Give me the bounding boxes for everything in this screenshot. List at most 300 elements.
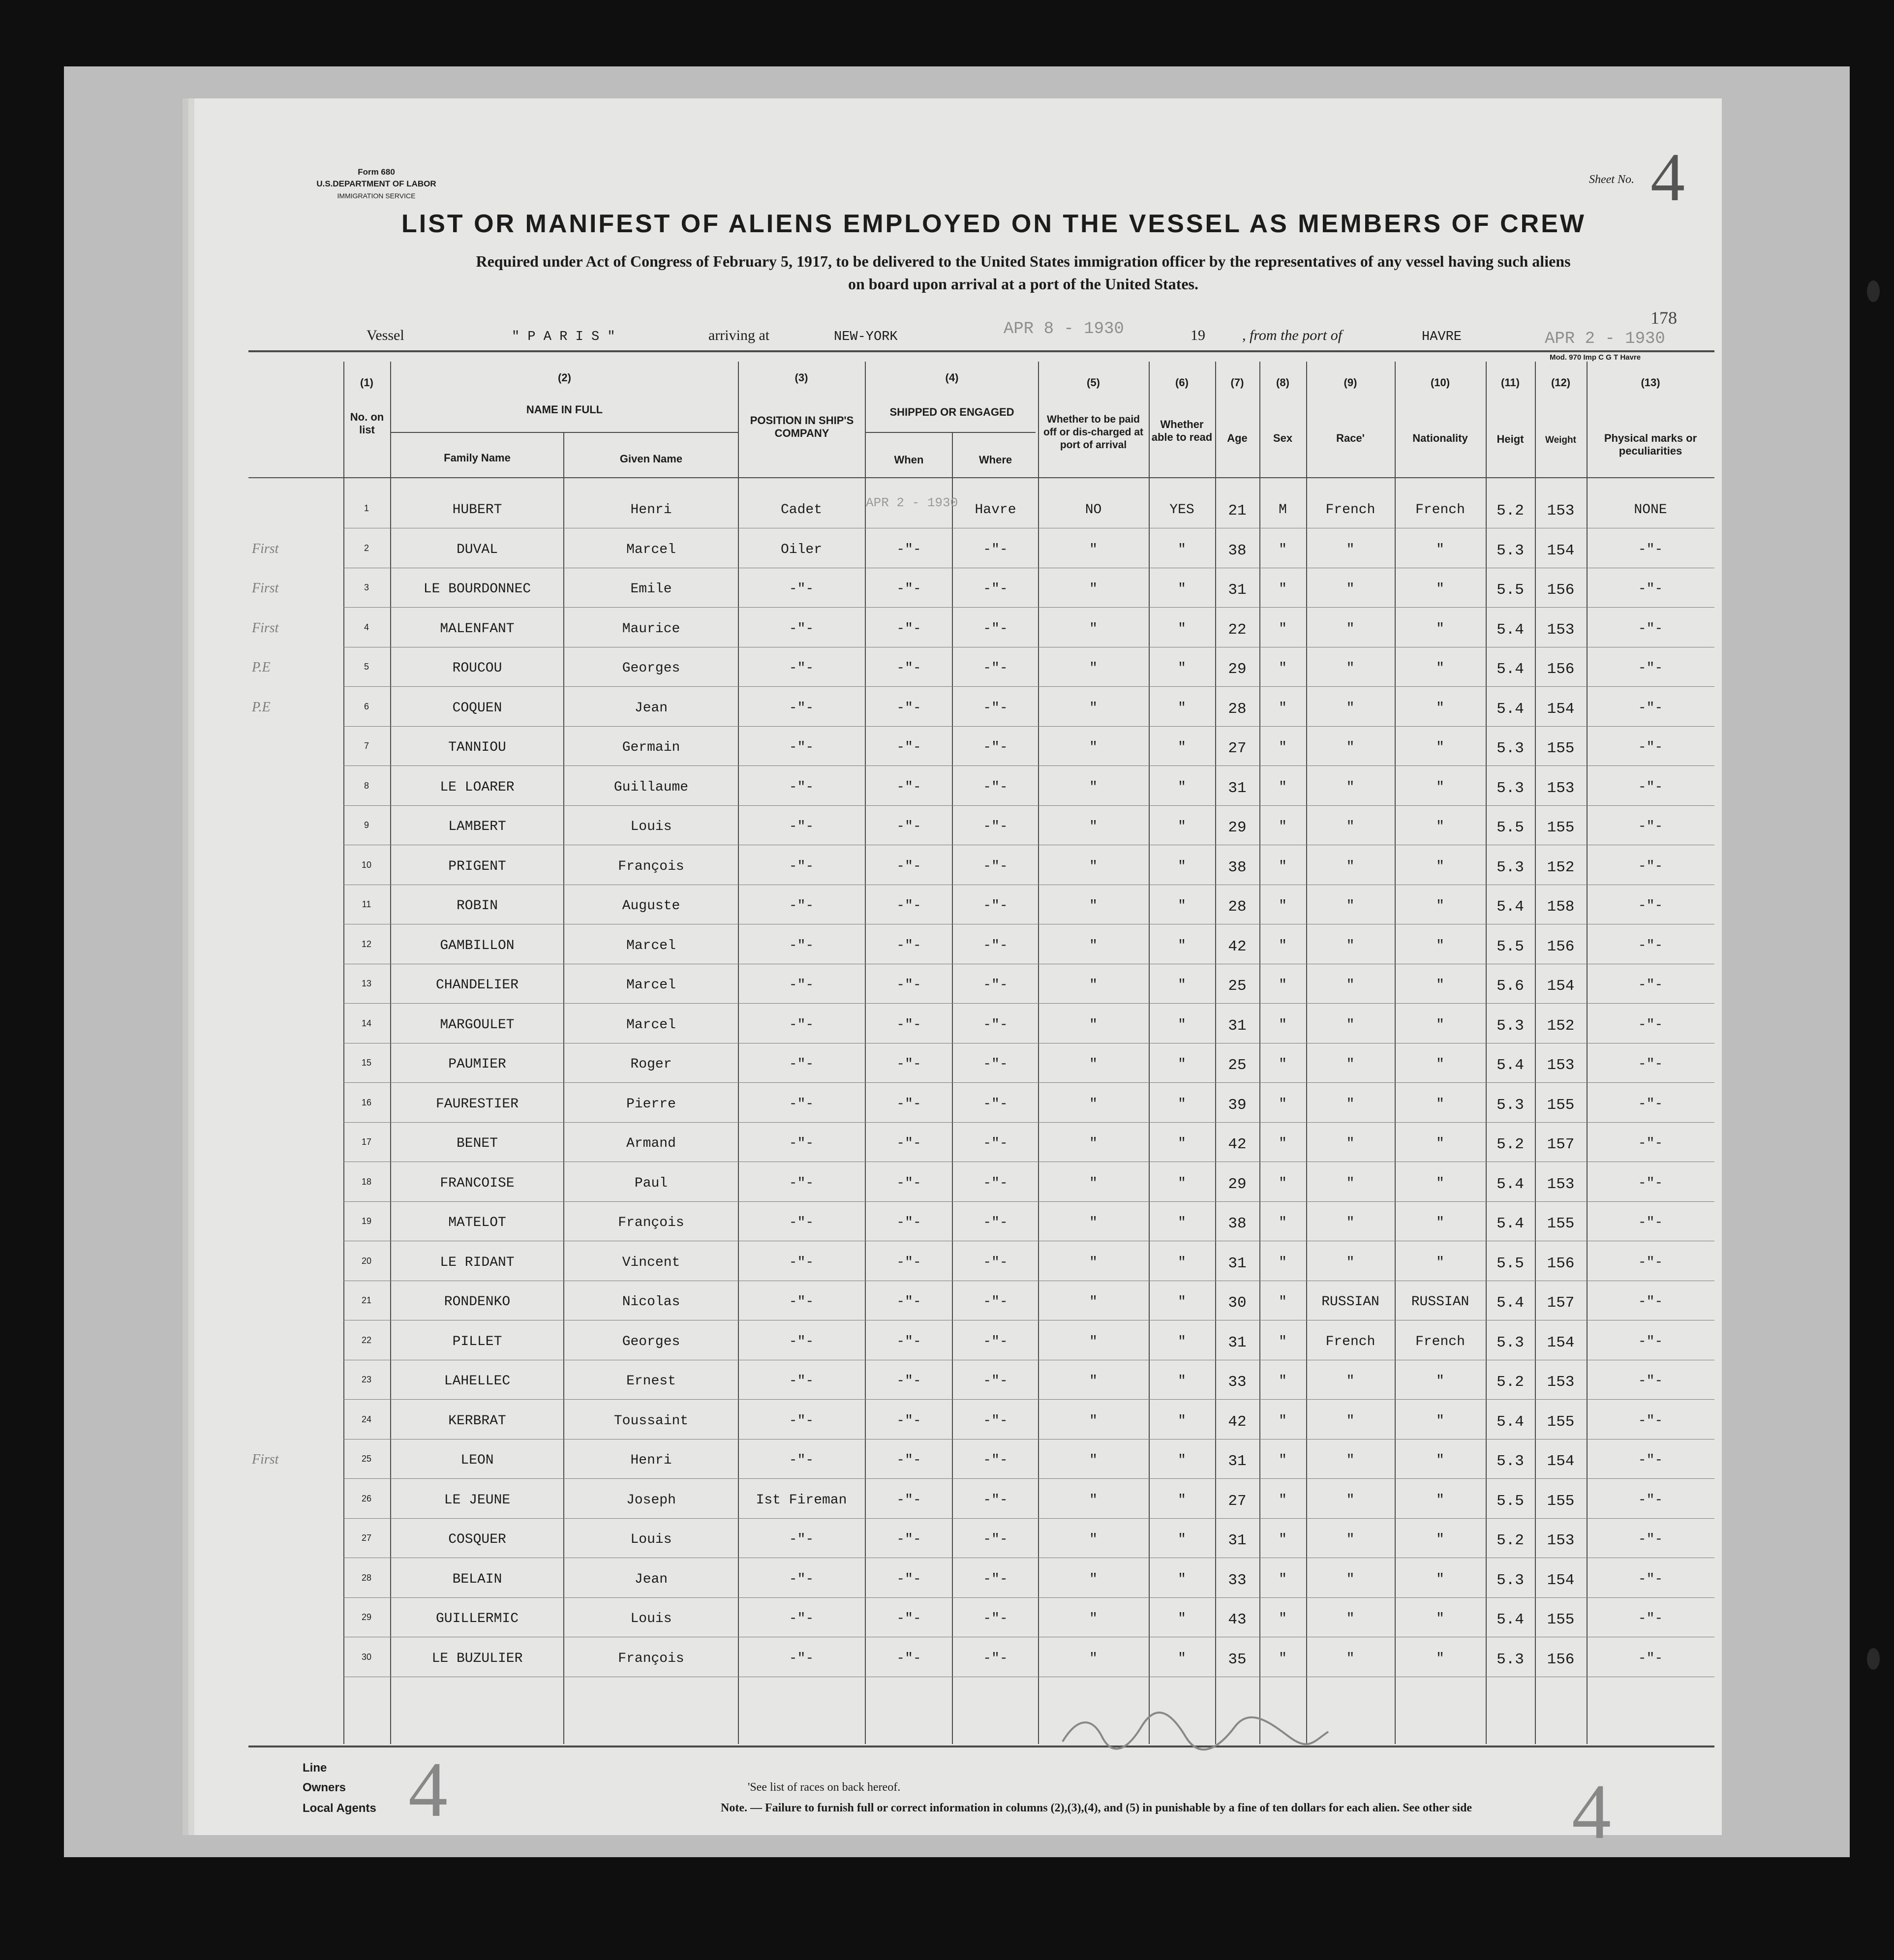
shipped-where-cell: -"- [983,1492,1008,1508]
able-to-read-cell: " [1178,819,1186,834]
position-cell: -"- [789,1017,814,1033]
nationality-cell: " [1436,542,1444,557]
shipped-when-cell: -"- [896,582,921,597]
weight-cell: 155 [1547,1492,1575,1510]
weight-cell: 153 [1547,1532,1575,1549]
height-cell: 5.3 [1497,1651,1524,1668]
sex-cell: " [1279,1175,1287,1191]
shipped-where-cell: -"- [983,1057,1008,1072]
height-cell: 5.3 [1497,1096,1524,1114]
subtitle-line-2: on board upon arrival at a port of the United States. [848,275,1198,293]
race-cell: " [1346,1532,1355,1547]
position-cell: Oiler [780,542,822,557]
table-row [0,1005,1894,1044]
col-family-name-header: Family Name [444,452,511,464]
given-name-cell: Georges [622,661,680,676]
paid-off-cell: " [1089,621,1098,637]
age-cell: 31 [1228,1334,1247,1351]
weight-cell: 155 [1547,1215,1575,1232]
race-cell: " [1346,621,1355,637]
position-cell: -"- [789,1175,814,1191]
able-to-read-cell: " [1178,1294,1186,1310]
physical-marks-cell: -"- [1638,740,1663,755]
col-where-header: Where [978,454,1012,466]
paid-off-cell: " [1089,1175,1098,1191]
table-row [0,609,1894,648]
table-row [0,1123,1894,1163]
weight-cell: 154 [1547,542,1575,559]
table-row [0,529,1894,569]
height-cell: 5.2 [1497,1136,1524,1153]
shipped-when-cell: -"- [896,1334,921,1349]
age-cell: 31 [1228,1453,1247,1470]
row-number: 5 [364,662,369,672]
height-cell: 5.3 [1497,1017,1524,1035]
shipped-when-cell: -"- [896,661,921,676]
nationality-cell: " [1436,1374,1444,1389]
given-name-cell: François [618,1215,684,1230]
race-cell: " [1346,779,1355,795]
nationality-cell: " [1436,1532,1444,1547]
row-number: 24 [361,1414,372,1424]
row-rule [343,686,1714,687]
family-name-cell: FRANCOISE [440,1175,515,1191]
age-cell: 42 [1228,938,1247,955]
age-cell: 30 [1228,1294,1247,1312]
shipped-where-cell: -"- [983,898,1008,914]
position-cell: -"- [789,740,814,755]
paid-off-cell: " [1089,1374,1098,1389]
shipped-where-cell: -"- [983,1413,1008,1429]
weight-cell: 152 [1547,858,1575,876]
family-name-cell: COQUEN [452,700,502,716]
weight-cell: 156 [1547,938,1575,955]
paid-off-cell: " [1089,1096,1098,1112]
age-cell: 31 [1228,1532,1247,1549]
weight-cell: 153 [1547,502,1575,520]
height-cell: 5.5 [1497,938,1524,955]
sex-cell: " [1279,1017,1287,1033]
age-cell: 21 [1228,502,1247,520]
able-to-read-cell: " [1178,700,1186,716]
row-number: 18 [361,1176,372,1187]
row-number: 12 [361,939,372,949]
sex-cell: " [1279,1294,1287,1310]
able-to-read-cell: " [1178,938,1186,953]
weight-cell: 156 [1547,661,1575,678]
able-to-read-cell: " [1178,1532,1186,1547]
shipped-when-cell: -"- [896,1096,921,1112]
col-1-number: (1) [360,376,373,389]
line-label: Line [303,1761,327,1775]
shipped-where-cell: -"- [983,858,1008,874]
family-name-cell: LE BUZULIER [431,1651,523,1666]
position-cell: -"- [789,1374,814,1389]
family-name-cell: DUVAL [456,542,498,557]
able-to-read-cell: " [1178,1255,1186,1270]
race-cell: " [1346,1255,1355,1270]
age-cell: 35 [1228,1651,1247,1668]
age-cell: 31 [1228,582,1247,599]
shipped-where-cell: -"- [983,1215,1008,1230]
able-to-read-cell: " [1178,1175,1186,1191]
paid-off-cell: " [1089,1057,1098,1072]
row-rule [343,726,1714,727]
row-rule [343,607,1714,608]
sex-cell: " [1279,582,1287,597]
given-name-cell: Vincent [622,1255,680,1270]
height-cell: 5.3 [1497,858,1524,876]
row-number: 2 [364,543,369,553]
position-cell: -"- [789,858,814,874]
table-row [0,1519,1894,1559]
paid-off-cell: " [1089,1453,1098,1468]
table-row [0,1440,1894,1479]
paid-off-cell: " [1089,1532,1098,1547]
age-cell: 42 [1228,1136,1247,1153]
given-name-cell: Henri [630,1453,672,1468]
given-name-cell: Guillaume [613,779,689,795]
nationality-cell: " [1436,1611,1444,1626]
nationality-cell: " [1436,1215,1444,1230]
sex-cell: " [1279,1492,1287,1508]
given-name-cell: Joseph [626,1492,676,1508]
given-name-cell: Germain [622,740,680,755]
shipped-where-cell: Havre [975,502,1016,518]
weight-cell: 156 [1547,582,1575,599]
sex-cell: " [1279,1413,1287,1429]
physical-marks-cell: -"- [1638,1571,1663,1587]
table-row [0,1598,1894,1638]
nationality-cell: " [1436,582,1444,597]
sex-cell: " [1279,938,1287,953]
sex-cell: " [1279,1651,1287,1666]
age-cell: 43 [1228,1611,1247,1628]
paid-off-cell: " [1089,542,1098,557]
position-cell: Ist Fireman [756,1492,847,1508]
age-cell: 42 [1228,1413,1247,1431]
shipped-when-cell: -"- [896,898,921,914]
physical-marks-cell: -"- [1638,621,1663,637]
height-cell: 5.4 [1497,1294,1524,1312]
shipped-where-cell: -"- [983,1255,1008,1270]
given-name-cell: Jean [634,700,668,716]
shipped-when-cell: -"- [896,1057,921,1072]
sex-cell: " [1279,1532,1287,1547]
race-cell: " [1346,1136,1355,1151]
department-name: U.S.DEPARTMENT OF LABOR [316,179,436,188]
shipped-when-cell: -"- [896,542,921,557]
able-to-read-cell: " [1178,621,1186,637]
sex-cell: " [1279,1255,1287,1270]
height-cell: 5.5 [1497,819,1524,836]
col-name-header: NAME IN FULL [526,403,603,416]
physical-marks-cell: -"- [1638,582,1663,597]
sheet-number: 4 [1650,139,1685,215]
weight-cell: 153 [1547,1175,1575,1193]
service-name: IMMIGRATION SERVICE [337,192,416,200]
paid-off-cell: " [1089,1255,1098,1270]
race-cell: " [1346,1571,1355,1587]
position-cell: -"- [789,1532,814,1547]
col-sex-header: Sex [1273,432,1293,444]
age-cell: 31 [1228,1017,1247,1035]
row-number: 25 [361,1454,372,1464]
age-cell: 38 [1228,1215,1247,1232]
nationality-cell: " [1436,661,1444,676]
col-10-number: (10) [1430,376,1450,389]
table-row [0,806,1894,846]
race-cell: " [1346,1096,1355,1112]
sex-cell: " [1279,1611,1287,1626]
age-cell: 25 [1228,978,1247,995]
row-number: 29 [361,1612,372,1622]
family-name-cell: LEON [460,1453,494,1468]
family-name-cell: LAHELLEC [444,1374,511,1389]
family-name-cell: CHANDELIER [435,978,519,993]
able-to-read-cell: " [1178,1057,1186,1072]
position-cell: -"- [789,700,814,716]
given-name-cell: Maurice [622,621,680,637]
height-cell: 5.5 [1497,1255,1524,1272]
age-cell: 29 [1228,661,1247,678]
race-cell: " [1346,1492,1355,1508]
able-to-read-cell: " [1178,661,1186,676]
table-bottom-rule [248,1746,1714,1747]
height-cell: 5.2 [1497,1532,1524,1549]
col-6-number: (6) [1175,376,1189,389]
row-number: 4 [364,622,369,632]
shipped-where-cell: -"- [983,542,1008,557]
year-prefix: 19 [1191,327,1205,343]
departure-date-stamp: APR 2 - 1930 [1545,330,1665,348]
position-cell: -"- [789,1611,814,1626]
form-number: Form 680 [358,167,395,177]
table-row [0,1202,1894,1242]
age-cell: 28 [1228,898,1247,916]
age-cell: 25 [1228,1057,1247,1074]
family-name-cell: ROUCOU [452,661,502,676]
weight-cell: 157 [1547,1294,1575,1312]
shipped-where-cell: -"- [983,1334,1008,1349]
col-age-header: Age [1227,432,1248,444]
shipped-where-cell: -"- [983,661,1008,676]
nationality-cell: French [1415,502,1465,518]
table-row [0,965,1894,1004]
row-number: 19 [361,1216,372,1226]
position-cell: -"- [789,1136,814,1151]
physical-marks-cell: -"- [1638,1611,1663,1626]
family-name-cell: PAUMIER [448,1057,506,1072]
shipped-when-cell: -"- [896,1453,921,1468]
physical-marks-cell: -"- [1638,819,1663,834]
shipped-where-cell: -"- [983,1017,1008,1033]
margin-annotation: First [252,1452,279,1467]
shipped-where-cell: -"- [983,1651,1008,1666]
weight-cell: 153 [1547,779,1575,797]
paid-off-cell: " [1089,1611,1098,1626]
able-to-read-cell: " [1178,1096,1186,1112]
age-cell: 22 [1228,621,1247,639]
shipped-when-cell: -"- [896,700,921,716]
position-cell: -"- [789,978,814,993]
able-to-read-cell: YES [1169,502,1194,518]
family-name-cell: RONDENKO [444,1294,511,1310]
physical-marks-cell: -"- [1638,1374,1663,1389]
family-name-cell: MALENFANT [440,621,515,637]
nationality-cell: " [1436,740,1444,755]
row-number: 23 [361,1375,372,1384]
shipped-where-cell: -"- [983,1374,1008,1389]
shipped-where-cell: -"- [983,740,1008,755]
height-cell: 5.6 [1497,978,1524,995]
owners-label: Owners [303,1781,346,1794]
paid-off-cell: " [1089,661,1098,676]
physical-marks-cell: -"- [1638,1492,1663,1508]
row-number: 9 [364,820,369,830]
paid-off-cell: " [1089,1294,1098,1310]
vessel-label: Vessel [367,327,404,343]
shipped-when-cell: -"- [896,1017,921,1033]
age-cell: 29 [1228,819,1247,836]
given-name-cell: Louis [630,1532,672,1547]
table-row [0,886,1894,925]
sheet-label: Sheet No. [1589,173,1634,186]
col-when-header: When [894,454,924,466]
age-cell: 38 [1228,542,1247,559]
position-cell: -"- [789,1096,814,1112]
family-name-cell: LAMBERT [448,819,506,834]
table-row [0,1361,1894,1400]
form-identifier [288,166,465,202]
height-cell: 5.4 [1497,1057,1524,1074]
paid-off-cell: " [1089,1017,1098,1033]
paid-off-cell: " [1089,1413,1098,1429]
weight-cell: 152 [1547,1017,1575,1035]
position-cell: -"- [789,1215,814,1230]
shipped-where-cell: -"- [983,1611,1008,1626]
paid-off-cell: " [1089,819,1098,834]
race-cell: " [1346,1611,1355,1626]
able-to-read-cell: " [1178,1453,1186,1468]
able-to-read-cell: " [1178,978,1186,993]
position-cell: -"- [789,1294,814,1310]
col-able-to-read-header: Whether able to read [1151,418,1213,443]
shipped-where-cell: -"- [983,1571,1008,1587]
height-cell: 5.4 [1497,1413,1524,1431]
given-name-cell: Henri [630,502,672,518]
row-rule [343,805,1714,806]
col-nationality-header: Nationality [1412,432,1468,444]
family-name-cell: GAMBILLON [440,938,515,953]
race-cell: " [1346,1057,1355,1072]
height-cell: 5.2 [1497,502,1524,520]
row-number: 26 [361,1493,372,1503]
shipped-when-cell: -"- [896,1175,921,1191]
nationality-cell: " [1436,1453,1444,1468]
height-cell: 5.5 [1497,1492,1524,1510]
given-name-cell: Toussaint [613,1413,689,1429]
nationality-cell: " [1436,1175,1444,1191]
nationality-cell: French [1415,1334,1465,1349]
paid-off-cell: NO [1085,502,1102,518]
given-name-cell: Jean [634,1571,668,1587]
document-subtitle [315,250,1732,295]
position-cell: -"- [789,1453,814,1468]
race-cell: " [1346,582,1355,597]
col-12-number: (12) [1551,376,1571,389]
sex-cell: " [1279,1096,1287,1112]
weight-cell: 155 [1547,1611,1575,1628]
row-number: 1 [364,503,369,513]
weight-cell: 154 [1547,1334,1575,1351]
physical-marks-cell: -"- [1638,1215,1663,1230]
paid-off-cell: " [1089,858,1098,874]
shipped-when-cell: -"- [896,1651,921,1666]
shipped-when-cell: -"- [896,1215,921,1230]
paid-off-cell: " [1089,700,1098,716]
shipped-when-cell: -"- [896,740,921,755]
row-rule [343,1478,1714,1479]
height-cell: 5.4 [1497,621,1524,639]
table-row [0,1084,1894,1123]
shipped-when-cell: -"- [896,819,921,834]
weight-cell: 154 [1547,700,1575,718]
family-name-cell: LE LOARER [440,779,515,795]
sex-cell: " [1279,661,1287,676]
physical-marks-cell: -"- [1638,1136,1663,1151]
paid-off-cell: " [1089,978,1098,993]
given-name-cell: Roger [630,1057,672,1072]
nationality-cell: " [1436,1017,1444,1033]
physical-marks-cell: -"- [1638,1334,1663,1349]
sex-cell: " [1279,1057,1287,1072]
race-cell: " [1346,1651,1355,1666]
row-number: 17 [361,1137,372,1147]
shipped-where-cell: -"- [983,1175,1008,1191]
row-number: 13 [361,979,372,988]
table-top-rule [248,350,1714,352]
table-row [0,1163,1894,1202]
able-to-read-cell: " [1178,1413,1186,1429]
race-cell: French [1325,1334,1375,1349]
col-no-header: No. on list [350,411,384,436]
given-name-cell: François [618,1651,684,1666]
shipped-when-cell: -"- [896,1136,921,1151]
document-title: LIST OR MANIFEST OF ALIENS EMPLOYED ON THE VESSEL AS MEMBERS OF CREW [401,210,1586,238]
paid-off-cell: " [1089,779,1098,795]
race-cell: " [1346,858,1355,874]
given-name-cell: Ernest [626,1374,676,1389]
table-row [0,846,1894,886]
able-to-read-cell: " [1178,1136,1186,1151]
handwritten-corner-mark: 4 [1572,1768,1611,1855]
given-name-cell: Louis [630,1611,672,1626]
weight-cell: 153 [1547,1374,1575,1391]
binder-hole [1867,280,1880,302]
shipped-when-cell: APR 2 - 1930 [866,495,958,510]
able-to-read-cell: " [1178,1651,1186,1666]
height-cell: 5.3 [1497,740,1524,757]
physical-marks-cell: -"- [1638,1057,1663,1072]
paid-off-cell: " [1089,1334,1098,1349]
row-number: 15 [361,1058,372,1068]
shipped-when-cell: -"- [896,1374,921,1389]
margin-annotation: P.E [252,699,271,715]
family-name-cell: COSQUER [448,1532,506,1547]
printer-note: Mod. 970 Imp C G T Havre [1550,353,1641,362]
col-race-header: Race' [1336,432,1365,444]
